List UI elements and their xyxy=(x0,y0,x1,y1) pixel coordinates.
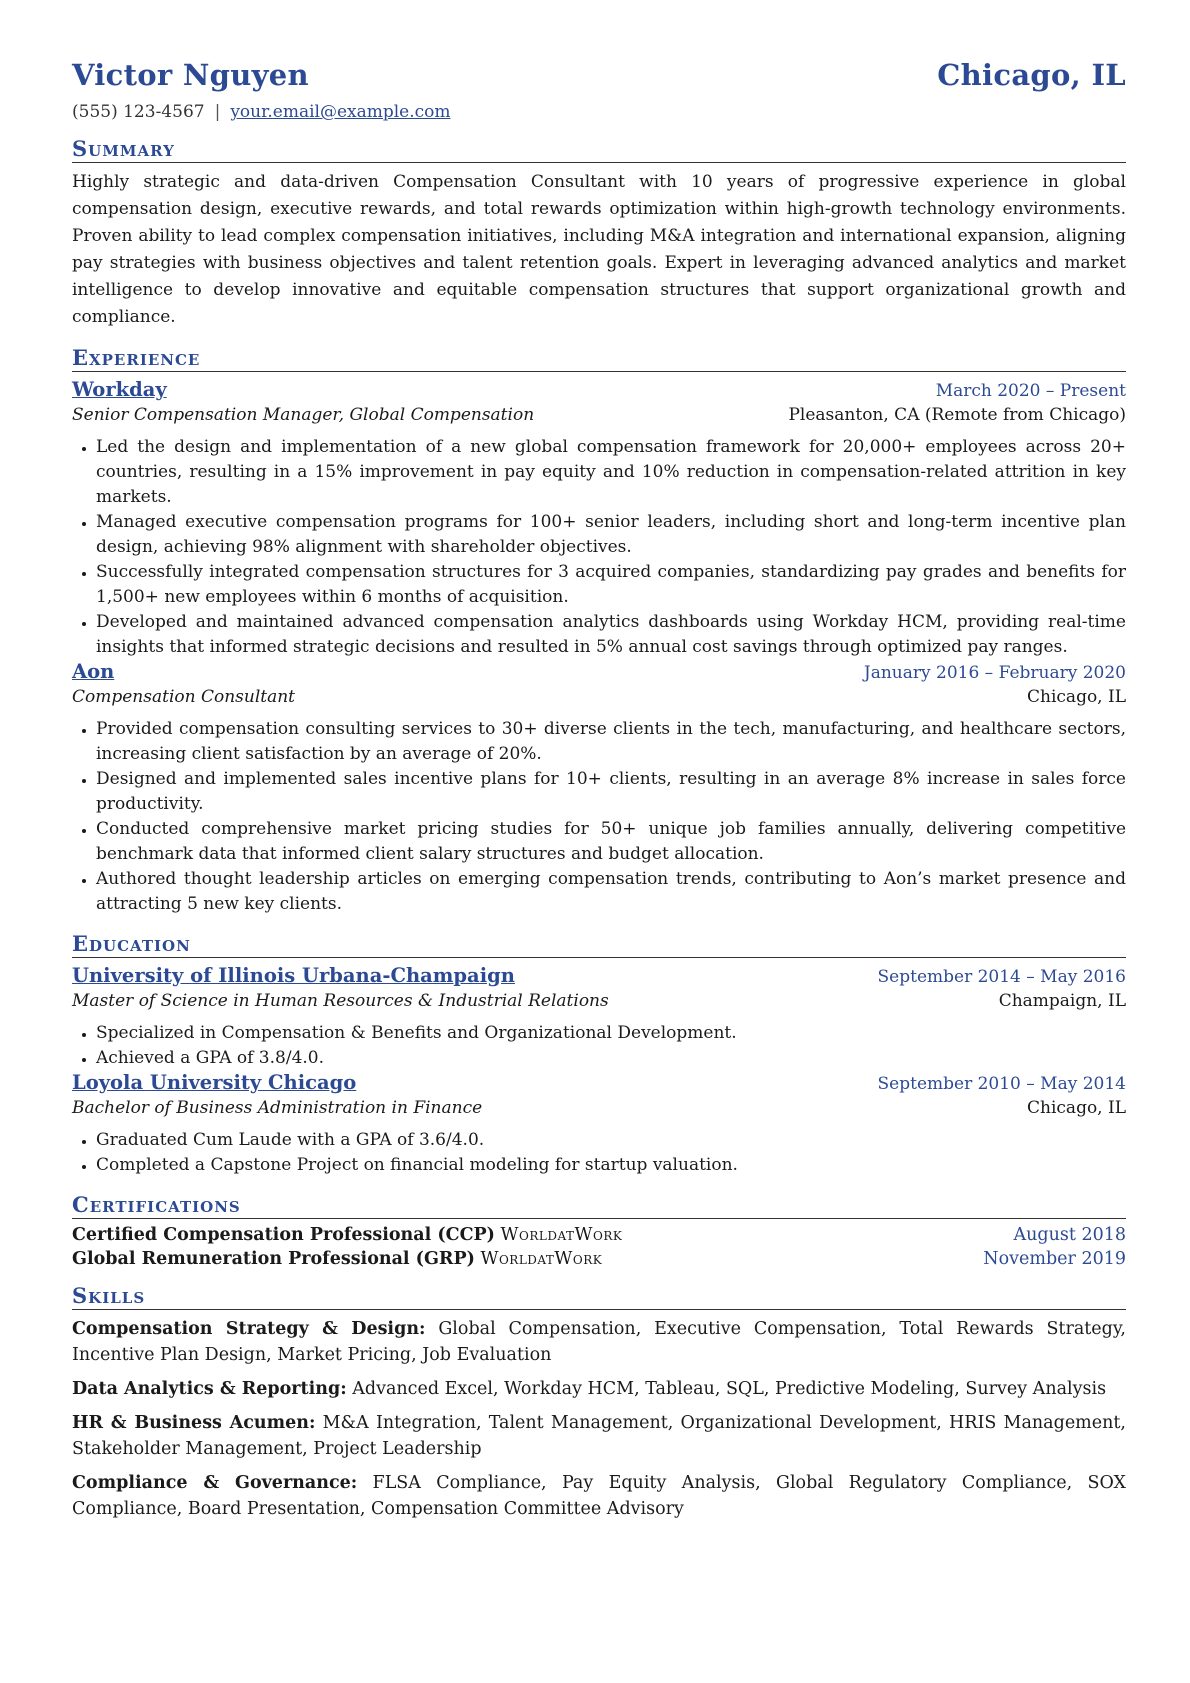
job-location: Chicago, IL xyxy=(1027,687,1126,707)
skill-group xyxy=(72,1316,1126,1368)
certification-issuer: WorldatWork xyxy=(500,1225,623,1245)
achievement-item: • Developed and maintained advanced compensation analytics dashboards using Workday HCM, providing real-time insights that informed strategic decisions and resulted in 5% annual cost savings through optimized pay ranges. xyxy=(96,610,1126,660)
certification-date: August 2018 xyxy=(1013,1225,1126,1245)
skill-group-label: Compensation Strategy & Design: xyxy=(72,1319,426,1339)
section-title-skills: Skills xyxy=(72,1283,1126,1310)
candidate-name: Victor Nguyen xyxy=(72,58,309,92)
contact-line xyxy=(72,102,1126,122)
achievement-item: • Led the design and implementation of a new global compensation framework for 20,000+ employees across 20+ countries, resulting in a 15% improvement in pay equity and 10% reduction in compensation-related attrition in key markets. xyxy=(96,435,1126,510)
contact-separator: | xyxy=(214,102,221,122)
achievement-item: • Authored thought leadership articles on emerging compensation trends, contributing to Aon’s market presence and attracting 5 new key clients. xyxy=(96,867,1126,917)
education-detail-list xyxy=(72,1128,1126,1178)
skill-group-label: HR & Business Acumen: xyxy=(72,1413,316,1433)
school-location: Chicago, IL xyxy=(1027,1098,1126,1118)
degree-title: Master of Science in Human Resources & Industrial Relations xyxy=(72,991,609,1011)
job-title: Senior Compensation Manager, Global Compensation xyxy=(72,405,535,425)
employment-dates: January 2016 – February 2020 xyxy=(863,663,1126,683)
experience-entry xyxy=(72,660,1126,917)
skill-group-list: Global Compensation, Executive Compensation, Total Rewards Strategy, Incentive Plan Design, Market Pricing, Job Evaluation xyxy=(72,1319,1126,1365)
resume-header xyxy=(72,58,1126,92)
certification-row xyxy=(72,1249,1126,1269)
education-detail-item: • Graduated Cum Laude with a GPA of 3.6/4.0. xyxy=(96,1128,1126,1153)
resume-page xyxy=(72,58,1126,1522)
candidate-location: Chicago, IL xyxy=(937,58,1126,92)
job-location: Pleasanton, CA (Remote from Chicago) xyxy=(788,405,1126,425)
employment-dates: March 2020 – Present xyxy=(935,381,1126,401)
skill-group-list: FLSA Compliance, Pay Equity Analysis, Global Regulatory Compliance, SOX Compliance, Board Presentation, Compensation Committee Advisory xyxy=(72,1473,1126,1519)
email-link[interactable]: your.email@example.com xyxy=(230,102,451,122)
experience-entry xyxy=(72,378,1126,660)
certification-name: Global Remuneration Professional (GRP) xyxy=(72,1249,475,1269)
summary-text: Highly strategic and data-driven Compensation Consultant with 10 years of progressive experience in global compensation design, executive rewards, and total rewards optimization within high-growth technology environments. Proven ability to lead complex compensation initiatives, including M&A integration and international expansion, aligning pay strategies with business objectives and talent retention goals. Expert in leveraging advanced analytics and market intelligence to develop innovative and equitable compensation structures that support organizational growth and compliance. xyxy=(72,172,1126,327)
school-location: Champaign, IL xyxy=(998,991,1126,1011)
skill-group-label: Data Analytics & Reporting: xyxy=(72,1379,347,1399)
skill-group-list: M&A Integration, Talent Management, Organizational Development, HRIS Management, Stakeholder Management, Project Leadership xyxy=(72,1413,1126,1459)
achievement-list xyxy=(72,435,1126,660)
section-title-certifications: Certifications xyxy=(72,1192,1126,1219)
section-title-education: Education xyxy=(72,931,1126,958)
certification-issuer: WorldatWork xyxy=(480,1249,603,1269)
achievement-item: • Conducted comprehensive market pricing studies for 50+ unique job families annually, delivering competitive benchmark data that informed client salary structures and budget allocation. xyxy=(96,817,1126,867)
achievement-item: • Successfully integrated compensation structures for 3 acquired companies, standardizing pay grades and benefits for 1,500+ new employees within 6 months of acquisition. xyxy=(96,560,1126,610)
achievement-item: • Provided compensation consulting services to 30+ diverse clients in the tech, manufacturing, and healthcare sectors, increasing client satisfaction by an average of 20%. xyxy=(96,717,1126,767)
section-title-summary: Summary xyxy=(72,136,1126,163)
job-title: Compensation Consultant xyxy=(72,687,296,707)
achievement-item: • Designed and implemented sales incentive plans for 10+ clients, resulting in an average 8% increase in sales force productivity. xyxy=(96,767,1126,817)
education-detail-item: • Achieved a GPA of 3.8/4.0. xyxy=(96,1046,1126,1071)
achievement-item: • Managed executive compensation programs for 100+ senior leaders, including short and long-term incentive plan design, achieving 98% alignment with shareholder objectives. xyxy=(96,510,1126,560)
education-entry xyxy=(72,1071,1126,1178)
certification-date: November 2019 xyxy=(983,1249,1126,1269)
skill-group xyxy=(72,1376,1126,1402)
school-link[interactable]: University of Illinois Urbana-Champaign xyxy=(72,964,515,987)
section-title-experience: Experience xyxy=(72,345,1126,372)
skill-group-list: Advanced Excel, Workday HCM, Tableau, SQL, Predictive Modeling, Survey Analysis xyxy=(352,1379,1107,1399)
education-detail-item: • Specialized in Compensation & Benefits and Organizational Development. xyxy=(96,1021,1126,1046)
phone-number: (555) 123-4567 xyxy=(72,102,205,122)
skill-group-label: Compliance & Governance: xyxy=(72,1473,358,1493)
school-link[interactable]: Loyola University Chicago xyxy=(72,1071,357,1094)
study-dates: September 2014 – May 2016 xyxy=(877,967,1126,987)
education-detail-item: • Completed a Capstone Project on financial modeling for startup valuation. xyxy=(96,1153,1126,1178)
skill-group xyxy=(72,1410,1126,1462)
education-detail-list xyxy=(72,1021,1126,1071)
education-entry xyxy=(72,964,1126,1071)
skill-group xyxy=(72,1470,1126,1522)
certification-row xyxy=(72,1225,1126,1245)
certification-name: Certified Compensation Professional (CCP) xyxy=(72,1225,495,1245)
study-dates: September 2010 – May 2014 xyxy=(877,1074,1126,1094)
achievement-list xyxy=(72,717,1126,917)
employer-link[interactable]: Aon xyxy=(72,660,115,683)
employer-link[interactable]: Workday xyxy=(72,378,167,401)
degree-title: Bachelor of Business Administration in Finance xyxy=(72,1098,483,1118)
